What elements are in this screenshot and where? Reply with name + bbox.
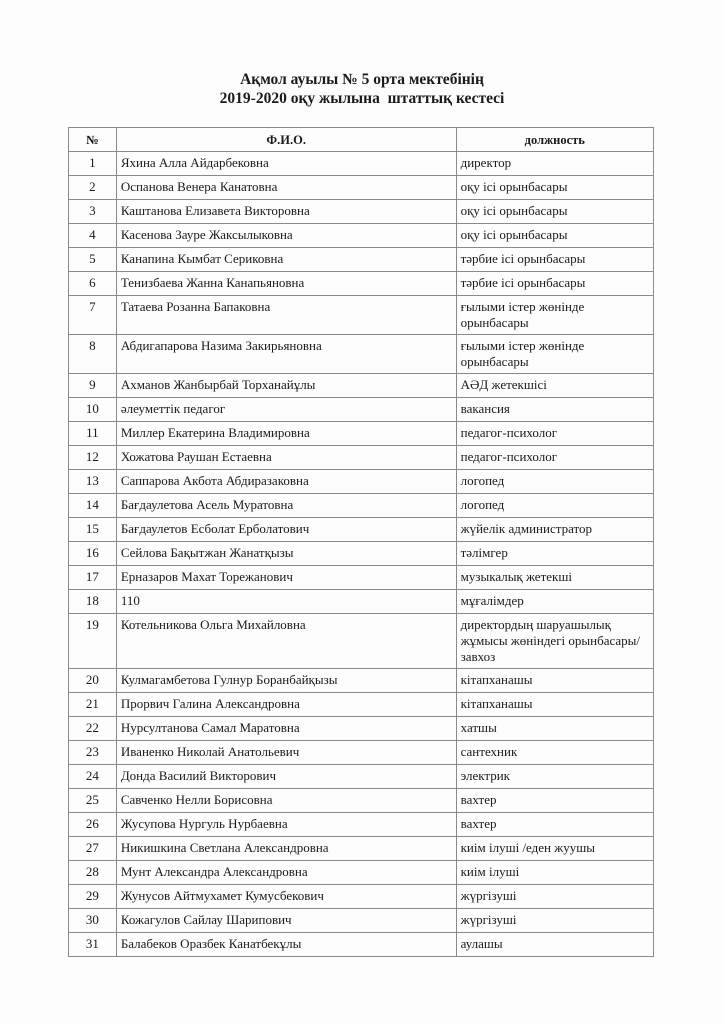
- table-row: [69, 717, 654, 741]
- cell-position: логопед: [456, 494, 653, 518]
- table-row: [69, 200, 654, 224]
- cell-name: Жусупова Нургуль Нурбаевна: [116, 813, 456, 837]
- table-row: [69, 789, 654, 813]
- cell-num: 1: [69, 152, 117, 176]
- cell-num: 14: [69, 494, 117, 518]
- cell-num: 12: [69, 446, 117, 470]
- cell-num: 18: [69, 590, 117, 614]
- cell-name: Саппарова Акбота Абдиразаковна: [116, 470, 456, 494]
- staff-table: [68, 127, 654, 957]
- table-row: [69, 152, 654, 176]
- table-row: [69, 885, 654, 909]
- cell-name: Балабеков Оразбек Канатбекұлы: [116, 933, 456, 957]
- cell-num: 24: [69, 765, 117, 789]
- table-row: [69, 176, 654, 200]
- header-num: №: [69, 128, 117, 152]
- cell-position: ғылыми істер жөнінде орынбасары: [456, 335, 653, 374]
- table-row: [69, 669, 654, 693]
- cell-position: кітапханашы: [456, 669, 653, 693]
- cell-num: 19: [69, 614, 117, 669]
- cell-name: Кулмагамбетова Гулнур Боранбайқызы: [116, 669, 456, 693]
- cell-name: Абдигапарова Назима Закирьяновна: [116, 335, 456, 374]
- table-row: [69, 494, 654, 518]
- cell-position: жүргізуші: [456, 909, 653, 933]
- table-row: [69, 470, 654, 494]
- cell-position: вакансия: [456, 398, 653, 422]
- cell-position: логопед: [456, 470, 653, 494]
- cell-position: тәрбие ісі орынбасары: [456, 272, 653, 296]
- cell-position: тәрбие ісі орынбасары: [456, 248, 653, 272]
- cell-name: Бағдаулетов Есболат Ерболатович: [116, 518, 456, 542]
- cell-position: киім ілуші /еден жуушы: [456, 837, 653, 861]
- cell-name: Кожагулов Сайлау Шарипович: [116, 909, 456, 933]
- cell-num: 17: [69, 566, 117, 590]
- cell-position: аулашы: [456, 933, 653, 957]
- title-line-2: 2019-2020 оқу жылына штаттық кестесі: [219, 90, 505, 107]
- cell-position: директор: [456, 152, 653, 176]
- cell-position: вахтер: [456, 789, 653, 813]
- cell-num: 2: [69, 176, 117, 200]
- cell-num: 7: [69, 296, 117, 335]
- cell-name: Тенизбаева Жанна Канапьяновна: [116, 272, 456, 296]
- cell-name: Ерназаров Махат Торежанович: [116, 566, 456, 590]
- table-header-row: [69, 128, 654, 152]
- table-row: [69, 566, 654, 590]
- cell-position: жүйелік администратор: [456, 518, 653, 542]
- table-row: [69, 614, 654, 669]
- cell-name: Ахманов Жанбырбай Торханайұлы: [116, 374, 456, 398]
- cell-num: 6: [69, 272, 117, 296]
- table-row: [69, 765, 654, 789]
- cell-position: кітапханашы: [456, 693, 653, 717]
- table-row: [69, 693, 654, 717]
- cell-num: 16: [69, 542, 117, 566]
- cell-name: Никишкина Светлана Александровна: [116, 837, 456, 861]
- cell-num: 13: [69, 470, 117, 494]
- cell-num: 27: [69, 837, 117, 861]
- cell-num: 11: [69, 422, 117, 446]
- cell-name: Каштанова Елизавета Викторовна: [116, 200, 456, 224]
- cell-num: 28: [69, 861, 117, 885]
- table-row: [69, 272, 654, 296]
- cell-num: 15: [69, 518, 117, 542]
- cell-position: вахтер: [456, 813, 653, 837]
- cell-num: 25: [69, 789, 117, 813]
- cell-num: 10: [69, 398, 117, 422]
- table-row: [69, 741, 654, 765]
- table-row: [69, 446, 654, 470]
- cell-name: Котельникова Ольга Михайловна: [116, 614, 456, 669]
- cell-name: 110: [116, 590, 456, 614]
- table-row: [69, 909, 654, 933]
- table-body: [69, 152, 654, 957]
- cell-name: Канапина Кымбат Сериковна: [116, 248, 456, 272]
- cell-position: педагог-психолог: [456, 422, 653, 446]
- cell-position: оқу ісі орынбасары: [456, 176, 653, 200]
- title-line-1: Ақмол ауылы № 5 орта мектебінің: [240, 71, 484, 88]
- cell-num: 21: [69, 693, 117, 717]
- cell-name: Сейлова Бақытжан Жанатқызы: [116, 542, 456, 566]
- cell-position: музыкалық жетекші: [456, 566, 653, 590]
- cell-position: оқу ісі орынбасары: [456, 200, 653, 224]
- cell-name: Прорвич Галина Александровна: [116, 693, 456, 717]
- cell-position: электрик: [456, 765, 653, 789]
- cell-name: әлеуметтік педагог: [116, 398, 456, 422]
- table-row: [69, 518, 654, 542]
- cell-position: педагог-психолог: [456, 446, 653, 470]
- cell-name: Иваненко Николай Анатольевич: [116, 741, 456, 765]
- cell-num: 3: [69, 200, 117, 224]
- cell-position: хатшы: [456, 717, 653, 741]
- cell-position: директордың шаруашылық жұмысы жөніндегі орынбасары/завхоз: [456, 614, 653, 669]
- cell-position: киім ілуші: [456, 861, 653, 885]
- cell-num: 4: [69, 224, 117, 248]
- cell-name: Татаева Розанна Бапаковна: [116, 296, 456, 335]
- table-row: [69, 837, 654, 861]
- cell-position: АӘД жетекшісі: [456, 374, 653, 398]
- cell-name: Касенова Зауре Жаксылыковна: [116, 224, 456, 248]
- cell-position: тәлімгер: [456, 542, 653, 566]
- document-title: [0, 70, 724, 108]
- cell-name: Яхина Алла Айдарбековна: [116, 152, 456, 176]
- cell-num: 9: [69, 374, 117, 398]
- cell-position: ғылыми істер жөнінде орынбасары: [456, 296, 653, 335]
- table-row: [69, 590, 654, 614]
- cell-name: Хожатова Раушан Естаевна: [116, 446, 456, 470]
- cell-num: 23: [69, 741, 117, 765]
- cell-num: 8: [69, 335, 117, 374]
- cell-num: 29: [69, 885, 117, 909]
- cell-position: оқу ісі орынбасары: [456, 224, 653, 248]
- cell-num: 22: [69, 717, 117, 741]
- cell-num: 26: [69, 813, 117, 837]
- cell-name: Донда Василий Викторович: [116, 765, 456, 789]
- table-row: [69, 933, 654, 957]
- cell-name: Нурсултанова Самал Маратовна: [116, 717, 456, 741]
- header-name: Ф.И.О.: [116, 128, 456, 152]
- cell-num: 20: [69, 669, 117, 693]
- table-row: [69, 248, 654, 272]
- table-row: [69, 542, 654, 566]
- cell-name: Миллер Екатерина Владимировна: [116, 422, 456, 446]
- header-position: должность: [456, 128, 653, 152]
- table-row: [69, 374, 654, 398]
- table-row: [69, 813, 654, 837]
- cell-num: 5: [69, 248, 117, 272]
- cell-name: Бағдаулетова Асель Муратовна: [116, 494, 456, 518]
- cell-position: мұғалімдер: [456, 590, 653, 614]
- table-row: [69, 335, 654, 374]
- table-row: [69, 224, 654, 248]
- cell-num: 31: [69, 933, 117, 957]
- table-row: [69, 398, 654, 422]
- table-row: [69, 861, 654, 885]
- cell-position: жүргізуші: [456, 885, 653, 909]
- cell-name: Савченко Нелли Борисовна: [116, 789, 456, 813]
- cell-name: Мунт Александра Александровна: [116, 861, 456, 885]
- cell-position: сантехник: [456, 741, 653, 765]
- cell-name: Жунусов Айтмухамет Кумусбекович: [116, 885, 456, 909]
- table-row: [69, 422, 654, 446]
- table-row: [69, 296, 654, 335]
- cell-name: Оспанова Венера Канатовна: [116, 176, 456, 200]
- cell-num: 30: [69, 909, 117, 933]
